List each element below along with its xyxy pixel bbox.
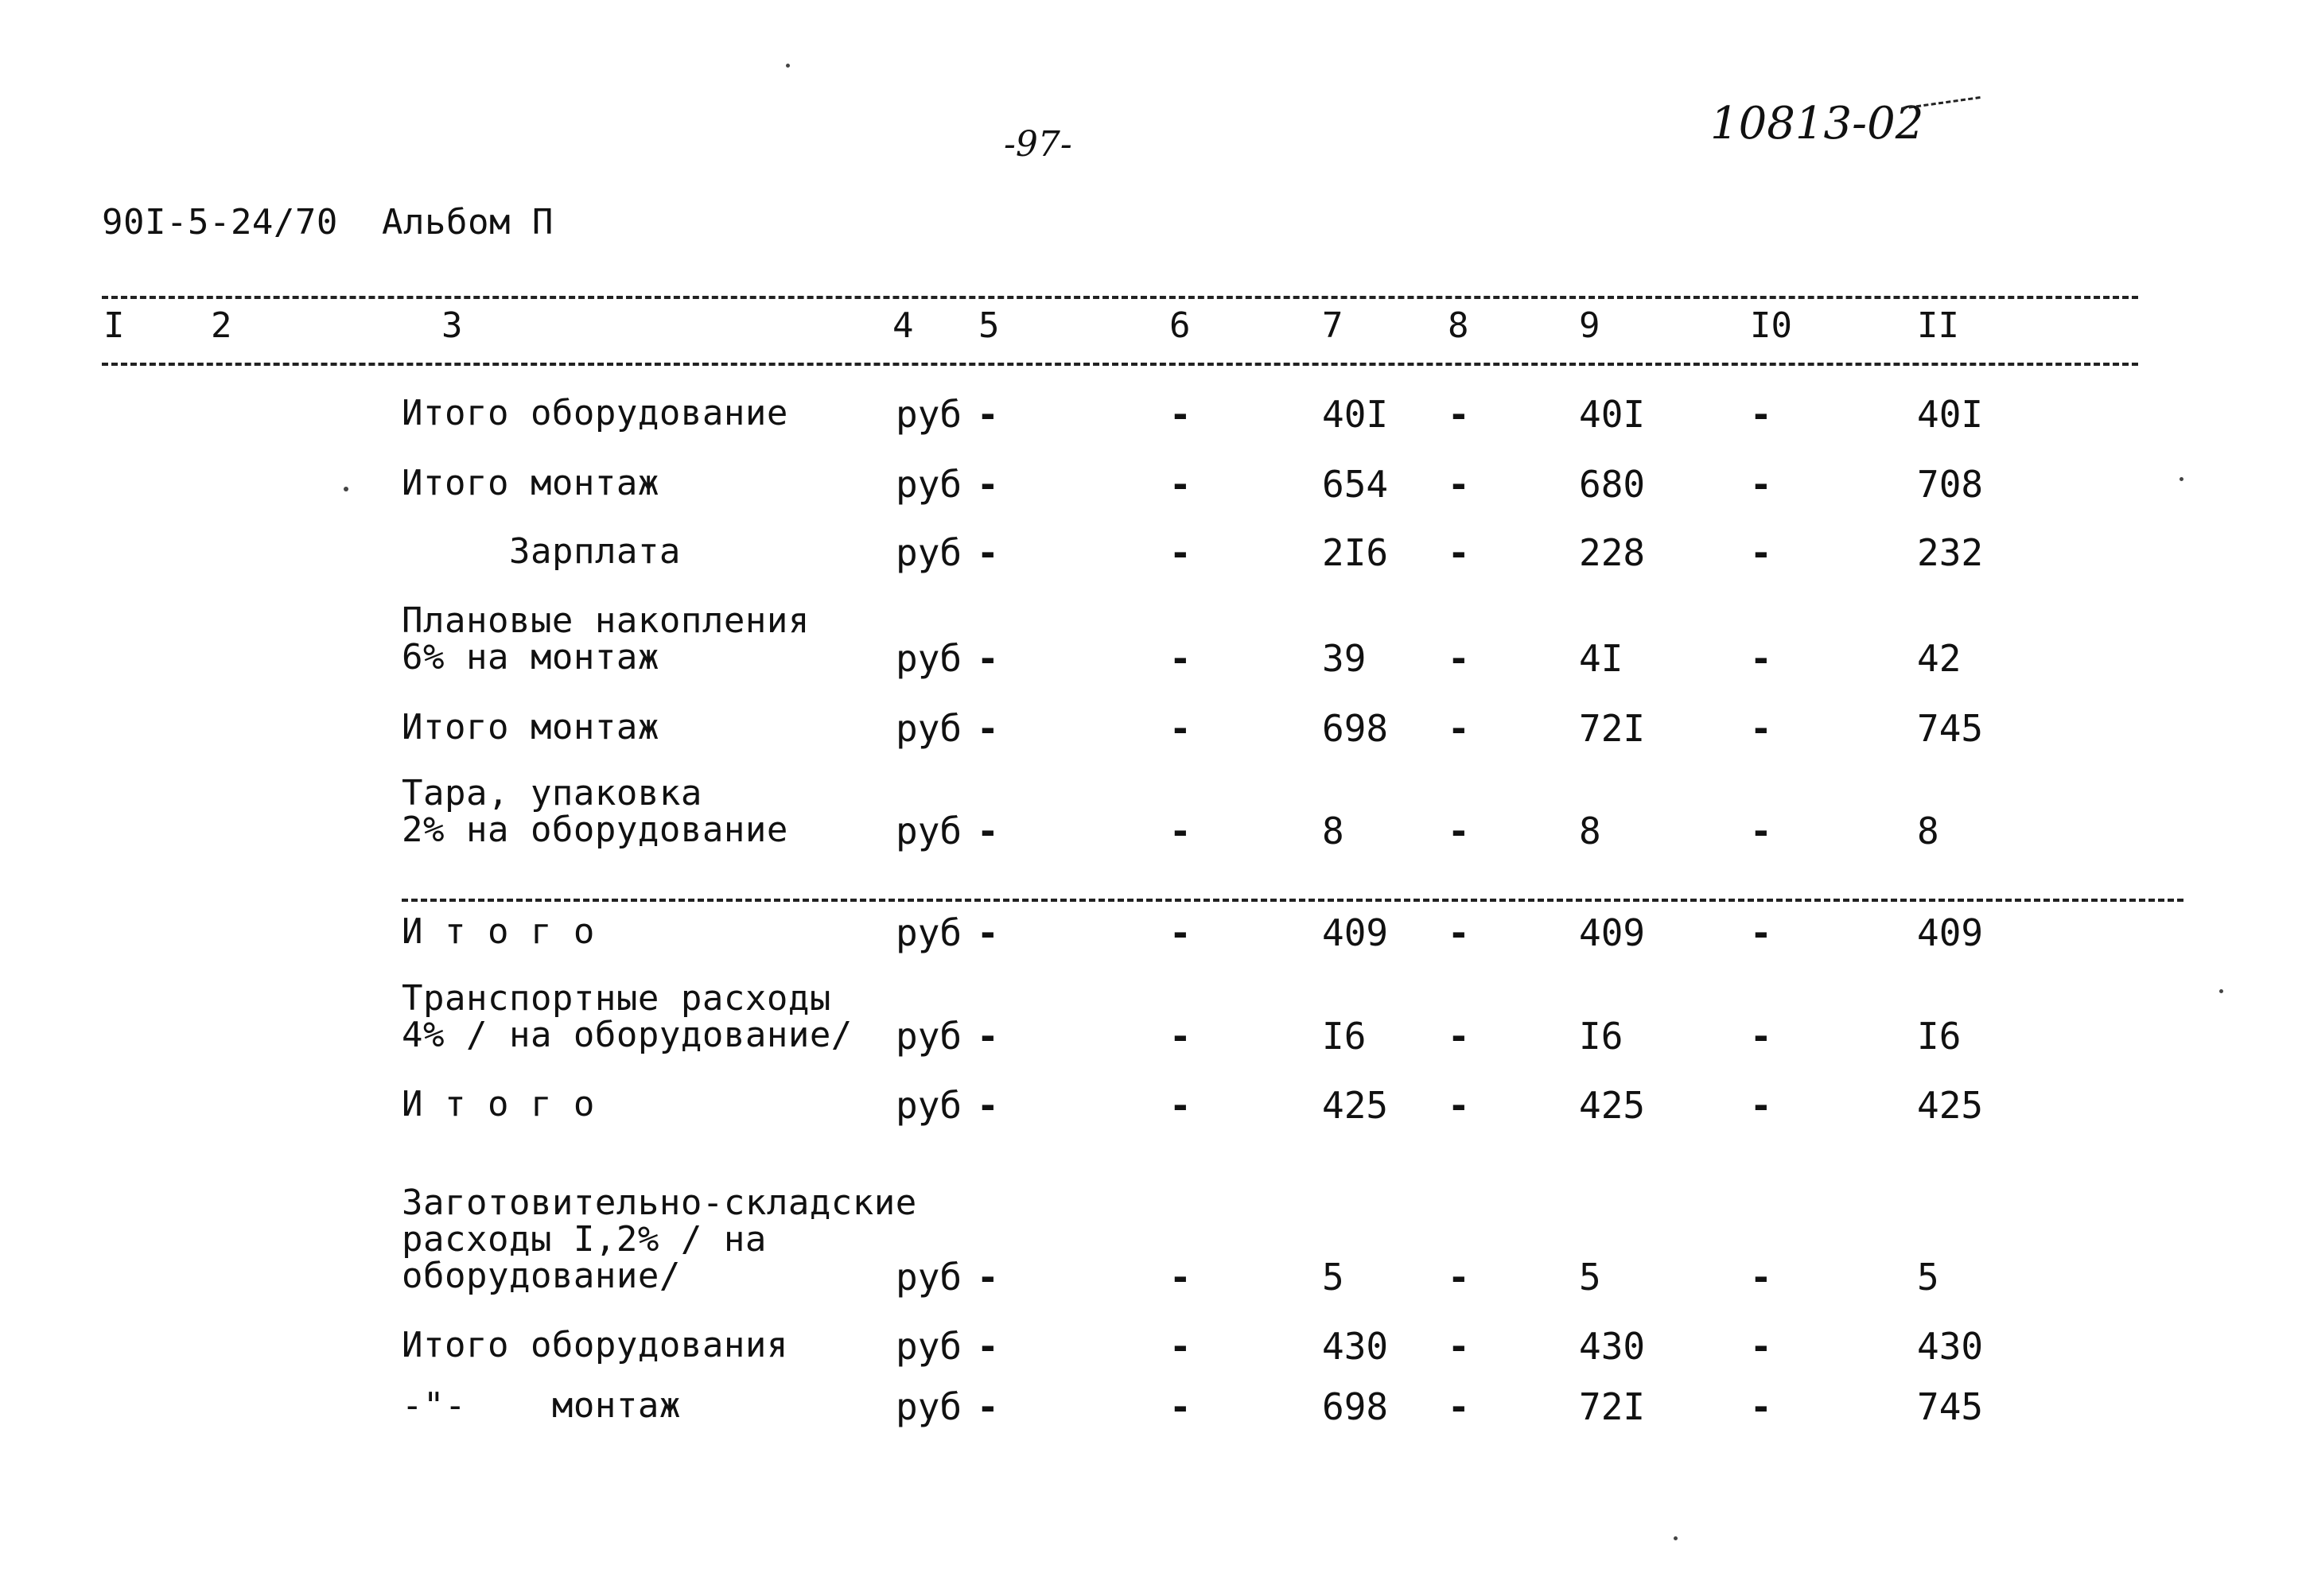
row-label: Итого монтаж [402, 463, 659, 503]
row-label: Плановые накопления [402, 600, 810, 641]
cell-c7: 698 [1322, 707, 1389, 750]
cell-c8: - [1448, 531, 1470, 574]
cell-c5: - [977, 911, 999, 954]
row-label: Итого оборудование [402, 393, 788, 433]
cell-c8: - [1448, 1015, 1470, 1058]
cell-c5: - [977, 1084, 999, 1127]
page-number: -97- [1004, 124, 1072, 165]
table-top-rule [102, 296, 2138, 299]
cell-c8: - [1448, 1325, 1470, 1368]
row-label: Тара, упаковка [402, 773, 702, 814]
cell-c9: 4I [1579, 637, 1623, 680]
cell-c8: - [1448, 1256, 1470, 1299]
cell-c10: - [1750, 1084, 1772, 1127]
cell-c9: 228 [1579, 531, 1646, 574]
row-label: 4% / на оборудование/ [402, 1015, 853, 1055]
cell-c6: - [1169, 1385, 1192, 1428]
row-label: Зарплата [509, 531, 681, 572]
cell-unit: руб [896, 810, 962, 852]
cell-c8: - [1448, 637, 1470, 680]
col-header-5: 5 [978, 305, 1000, 346]
cell-unit: руб [896, 637, 962, 680]
cell-c7: 654 [1322, 463, 1389, 506]
col-header-2: 2 [211, 305, 232, 346]
cell-c5: - [977, 1385, 999, 1428]
cell-c6: - [1169, 911, 1192, 954]
cell-c10: - [1750, 1015, 1772, 1058]
row-label: 2% на оборудование [402, 810, 788, 850]
row-label: Итого оборудования [402, 1325, 788, 1365]
row-label: расходы I,2% / на [402, 1219, 767, 1260]
cell-c10: - [1750, 707, 1772, 750]
cell-c8: - [1448, 1385, 1470, 1428]
cell-c7: 409 [1322, 911, 1389, 954]
cell-c8: - [1448, 810, 1470, 852]
col-header-4: 4 [892, 305, 914, 346]
album-label: Альбом П [382, 202, 554, 243]
cell-c9: 430 [1579, 1325, 1646, 1368]
cell-c11: 425 [1917, 1084, 1984, 1127]
cell-unit: руб [896, 707, 962, 750]
cell-c7: 5 [1322, 1256, 1344, 1299]
row-label: И т о г о [402, 911, 595, 952]
row-label: Транспортные расходы [402, 978, 831, 1019]
cell-c11: 708 [1917, 463, 1984, 506]
scan-speck [1674, 1536, 1678, 1540]
cell-c5: - [977, 393, 999, 436]
cell-c7: 430 [1322, 1325, 1389, 1368]
scan-speck [344, 487, 348, 491]
cell-unit: руб [896, 1385, 962, 1428]
cell-unit: руб [896, 1256, 962, 1299]
cell-c5: - [977, 531, 999, 574]
cell-c8: - [1448, 911, 1470, 954]
cell-c9: 40I [1579, 393, 1646, 436]
scan-speck [2219, 989, 2223, 993]
col-header-7: 7 [1322, 305, 1343, 346]
row-label: 6% на монтаж [402, 637, 659, 678]
cell-c11: 232 [1917, 531, 1984, 574]
cell-unit: руб [896, 463, 962, 506]
subtotal-rule [402, 899, 2183, 902]
cell-c7: 39 [1322, 637, 1367, 680]
cell-c10: - [1750, 911, 1772, 954]
cell-c10: - [1750, 810, 1772, 852]
cell-c10: - [1750, 1325, 1772, 1368]
cell-c7: 8 [1322, 810, 1344, 852]
col-header-3: 3 [441, 305, 463, 346]
cell-c7: 425 [1322, 1084, 1389, 1127]
row-label: оборудование/ [402, 1256, 681, 1296]
cell-unit: руб [896, 393, 962, 436]
cell-c8: - [1448, 393, 1470, 436]
document-id: 90I-5-24/70 [102, 202, 338, 243]
cell-c6: - [1169, 707, 1192, 750]
cell-c6: - [1169, 531, 1192, 574]
cell-c9: 72I [1579, 707, 1646, 750]
col-header-8: 8 [1448, 305, 1469, 346]
cell-c11: 745 [1917, 707, 1984, 750]
col-header-10: I0 [1750, 305, 1792, 346]
cell-c9: 8 [1579, 810, 1601, 852]
cell-c6: - [1169, 393, 1192, 436]
cell-c11: 430 [1917, 1325, 1984, 1368]
cell-c7: 40I [1322, 393, 1389, 436]
cell-unit: руб [896, 531, 962, 574]
header-bottom-rule [102, 363, 2138, 366]
cell-c10: - [1750, 637, 1772, 680]
col-header-11: II [1917, 305, 1959, 346]
document-code: 10813-02 [1710, 98, 1924, 150]
row-label: Заготовительно-складские [402, 1182, 917, 1223]
scan-speck [2180, 477, 2183, 481]
cell-c5: - [977, 1015, 999, 1058]
cell-c11: I6 [1917, 1015, 1962, 1058]
cell-c8: - [1448, 707, 1470, 750]
cell-c5: - [977, 463, 999, 506]
cell-c9: 409 [1579, 911, 1646, 954]
cell-c5: - [977, 1325, 999, 1368]
cell-c9: 72I [1579, 1385, 1646, 1428]
cell-unit: руб [896, 1325, 962, 1368]
cell-c10: - [1750, 531, 1772, 574]
cell-c5: - [977, 637, 999, 680]
cell-c7: 2I6 [1322, 531, 1389, 574]
cell-unit: руб [896, 911, 962, 954]
cell-c10: - [1750, 463, 1772, 506]
cell-c6: - [1169, 463, 1192, 506]
cell-unit: руб [896, 1084, 962, 1127]
cell-c7: 698 [1322, 1385, 1389, 1428]
col-header-9: 9 [1579, 305, 1600, 346]
cell-c6: - [1169, 1084, 1192, 1127]
cell-c8: - [1448, 463, 1470, 506]
cell-c5: - [977, 810, 999, 852]
cell-c9: I6 [1579, 1015, 1623, 1058]
cell-c6: - [1169, 1015, 1192, 1058]
cell-c11: 8 [1917, 810, 1939, 852]
row-label: Итого монтаж [402, 707, 659, 748]
cell-c6: - [1169, 1256, 1192, 1299]
cell-c6: - [1169, 1325, 1192, 1368]
cell-c6: - [1169, 637, 1192, 680]
cell-unit: руб [896, 1015, 962, 1058]
cell-c5: - [977, 707, 999, 750]
cell-c11: 42 [1917, 637, 1962, 680]
row-label: -"- монтаж [402, 1385, 681, 1426]
col-header-6: 6 [1169, 305, 1191, 346]
cell-c11: 745 [1917, 1385, 1984, 1428]
cell-c11: 5 [1917, 1256, 1939, 1299]
cell-c5: - [977, 1256, 999, 1299]
cell-c10: - [1750, 393, 1772, 436]
cell-c10: - [1750, 1256, 1772, 1299]
cell-c9: 425 [1579, 1084, 1646, 1127]
cell-c8: - [1448, 1084, 1470, 1127]
cell-c9: 680 [1579, 463, 1646, 506]
scan-speck [786, 64, 790, 68]
cell-c10: - [1750, 1385, 1772, 1428]
cell-c11: 409 [1917, 911, 1984, 954]
cell-c6: - [1169, 810, 1192, 852]
cell-c7: I6 [1322, 1015, 1367, 1058]
row-label: И т о г о [402, 1084, 595, 1124]
cell-c9: 5 [1579, 1256, 1601, 1299]
col-header-1: I [103, 305, 125, 346]
cell-c11: 40I [1917, 393, 1984, 436]
